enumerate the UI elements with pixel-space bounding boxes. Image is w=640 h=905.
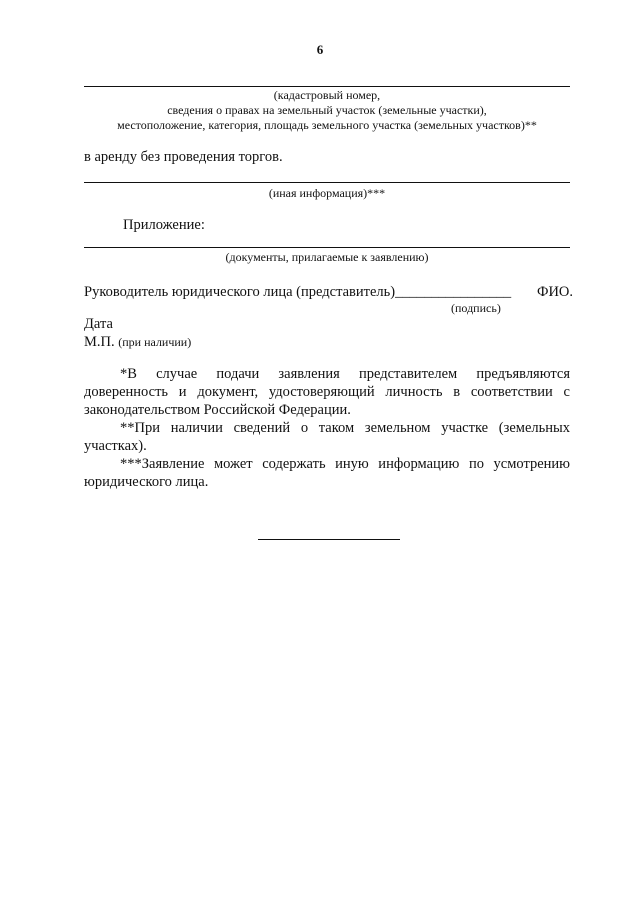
cadastral-caption-line: местоположение, категория, площадь земельного участка (земельных участков)** [117, 118, 537, 132]
signature-blank: ________________ [395, 284, 512, 300]
stamp-note: (при наличии) [118, 335, 192, 349]
stamp-row [84, 333, 191, 351]
attachment-label: Приложение: [123, 217, 205, 233]
name-label: ФИО. [537, 284, 574, 300]
page-number: 6 [316, 42, 324, 57]
cadastral-caption-line: (кадастровый номер, [273, 88, 381, 102]
other-info-caption: (иная информация)*** [268, 186, 386, 200]
head-label: Руководитель юридического лица (представитель) [84, 284, 396, 300]
documents-fill-line [84, 247, 570, 248]
other-info-fill-line [84, 182, 570, 183]
footnote-representative: *В случае подачи заявления представителем предъявляются доверенность и документ, удостоверяющий личность в соответствии с законодательством Российской Федерации. [84, 366, 570, 418]
cadastral-caption [84, 88, 570, 133]
cadastral-caption-line: сведения о правах на земельный участок (земельные участки), [167, 103, 487, 117]
documents-caption: (документы, прилагаемые к заявлению) [225, 250, 429, 264]
head-signature-row [84, 283, 511, 301]
stamp-label: М.П. [84, 334, 115, 350]
signature-caption: (подпись) [451, 301, 501, 315]
date-label: Дата [84, 316, 113, 332]
footnote-land-plot: **При наличии сведений о таком земельном участке (земельных участках). [84, 420, 570, 454]
lease-text: в аренду без проведения торгов. [84, 149, 283, 165]
footnote-other-info: ***Заявление может содержать иную информацию по усмотрению юридического лица. [84, 456, 570, 490]
cadastral-fill-line [84, 86, 570, 87]
footer-divider [258, 539, 400, 540]
